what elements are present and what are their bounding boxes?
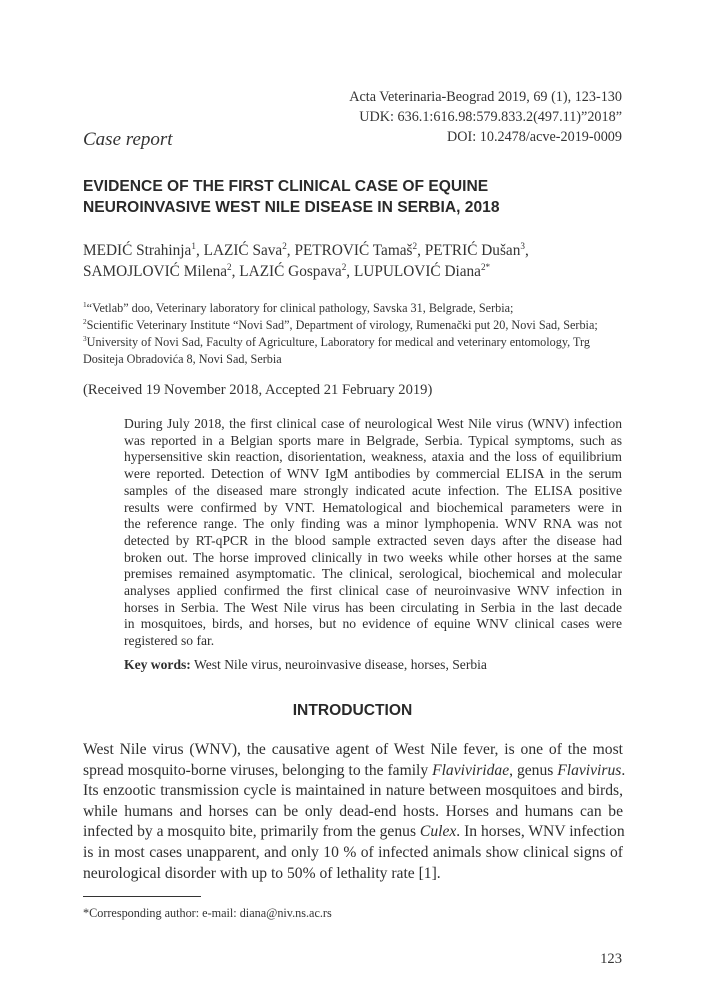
intro-line: infected by a mosquito bite, primarily from the genus Culex. In horses, WNV infection	[83, 823, 625, 841]
affiliation-3-cont: Dositeja Obradovića 8, Novi Sad, Serbia	[83, 352, 282, 366]
abstract-line: was reported in a Belgian sports mare in Belgrade, Serbia. Typical symptoms, such as	[124, 432, 622, 448]
author-name: LAZIĆ Sava	[203, 242, 283, 259]
keywords-label: Key words:	[124, 657, 191, 672]
abstract-line: During July 2018, the first clinical case of neurological West Nile virus (WNV) infection	[124, 416, 622, 431]
abstract-line: horses in Serbia. The West Nile virus has been circulating in Serbia in the last decade	[124, 599, 622, 615]
affiliation-2: $^2$Scientific Veterinary Institute “Novi Sad”, Department of virology, Rumenački put 20, Novi Sad, Serbia;	[83, 316, 598, 332]
author-affiliation-mark: 2	[341, 261, 347, 272]
journal-info	[349, 87, 622, 147]
abstract-line: the reference range. The only finding was a minor lymphopenia. WNV RNA was not	[124, 516, 622, 532]
family-name: Flaviviridae	[432, 761, 510, 779]
genus-culex: Culex	[419, 823, 457, 841]
received-dates: (Received 19 November 2018, Accepted 21 February 2019)	[83, 382, 433, 398]
author-affiliation-mark: 2	[282, 240, 287, 251]
journal-udk: UDK: 636.1:616.98:579.833.2(497.11)”2018”	[359, 109, 622, 125]
author-name: LUPULOVIĆ Diana	[353, 263, 481, 280]
author-affiliation-mark: 2*	[480, 261, 491, 272]
abstract-line: in mosquitoes, birds, and horses, but no evidence of equine WNV clinical cases were	[124, 616, 622, 632]
abstract-line: results were confirmed by VNT. Hematological and biochemical parameters were in	[124, 499, 622, 515]
keywords-text: West Nile virus, neuroinvasive disease, horses, Serbia	[190, 657, 487, 672]
keywords	[124, 657, 487, 673]
author-name: PETROVIĆ Tamaš	[294, 242, 413, 259]
page-number: 123	[600, 951, 622, 967]
section-heading-introduction: INTRODUCTION	[292, 702, 413, 719]
abstract-line: broken out. The horse improved clinically in two weeks while other horses at the same	[124, 549, 622, 565]
abstract-line: detected by RT-qPCR in the blood sample extracted seven days after the disease had	[124, 532, 622, 548]
abstract-line: samples of the diseased mare strongly indicated acute infection. The ELISA positive	[124, 482, 622, 498]
author-affiliation-mark: 1	[191, 240, 196, 251]
intro-line: while humans and horses can be only dead-end hosts. Horses and humans can be	[83, 802, 623, 820]
abstract-line: analyses applied confirmed the first clinical case of neuroinvasive WNV infection in	[124, 583, 622, 599]
introduction-paragraph	[83, 740, 626, 884]
abstract-line: premises remained asymptomatic. The clinical, serological, biochemical and molecular	[124, 566, 622, 582]
author-affiliation-mark: 3	[520, 240, 525, 251]
affiliations	[83, 300, 628, 368]
article-title	[83, 176, 643, 218]
intro-line: neurological disorder with up to 50% of lethality rate [1].	[83, 864, 441, 882]
abstract-line: hypersensitive skin reaction, disorientation, weakness, ataxia and the loss of equilibrium	[124, 449, 622, 465]
intro-line: is in most cases unapparent, and only 10 % of infected animals show clinical signs of	[83, 843, 623, 861]
title-line: NEUROINVASIVE WEST NILE DISEASE IN SERBIA, 2018	[83, 199, 500, 216]
author-name: MEDIĆ Strahinja	[83, 242, 192, 259]
abstract-line: were reported. Detection of WNV IgM antibodies by commercial ELISA in the serum	[124, 466, 622, 482]
genus-name: Flavivirus	[557, 761, 622, 779]
intro-line: spread mosquito-borne viruses, belonging to the family Flaviviridae, genus Flavivirus.	[83, 761, 626, 779]
author-list: MEDIĆ Strahinja$^1$, LAZIĆ Sava$^2$, PETROVIĆ Tamaš$^2$, PETRIĆ Dušan$^3$, SAMOJLOVIĆ Milena$^2$, LAZIĆ Gospava$^2$, LUPULOVIĆ Diana$^{2*}$	[83, 240, 529, 280]
intro-line: Its enzootic transmission cycle is maintained in nature between mosquitoes and birds,	[83, 782, 623, 800]
affiliation-1: $^1$“Vetlab” doo, Veterinary laboratory for clinical pathology, Savska 31, Belgrade, Serbia;	[83, 299, 514, 315]
article-type: Case report	[83, 129, 173, 150]
abstract	[124, 416, 622, 650]
affiliation-3: $^3$University of Novi Sad, Faculty of Agriculture, Laboratory for medical and veterinary entomology, Trg	[83, 333, 590, 349]
author-affiliation-mark: 2	[227, 261, 232, 272]
abstract-line: registered so far.	[124, 633, 215, 649]
author-name: PETRIĆ Dušan	[424, 242, 521, 259]
author-name: SAMOJLOVIĆ Milena	[83, 263, 228, 280]
journal-citation: Acta Veterinaria-Beograd 2019, 69 (1), 123-130	[349, 89, 622, 105]
author-affiliation-mark: 2	[412, 240, 418, 251]
journal-doi[interactable]: DOI: 10.2478/acve-2019-0009	[447, 129, 622, 145]
author-name: LAZIĆ Gospava	[239, 263, 342, 280]
corresponding-author-footnote: *Corresponding author: e-mail: diana@niv.ns.ac.rs	[83, 906, 332, 920]
intro-line: West Nile virus (WNV), the causative agent of West Nile fever, is one of the most	[83, 741, 623, 758]
title-line: EVIDENCE OF THE FIRST CLINICAL CASE OF EQUINE	[83, 178, 489, 195]
footnote-divider	[83, 896, 201, 897]
